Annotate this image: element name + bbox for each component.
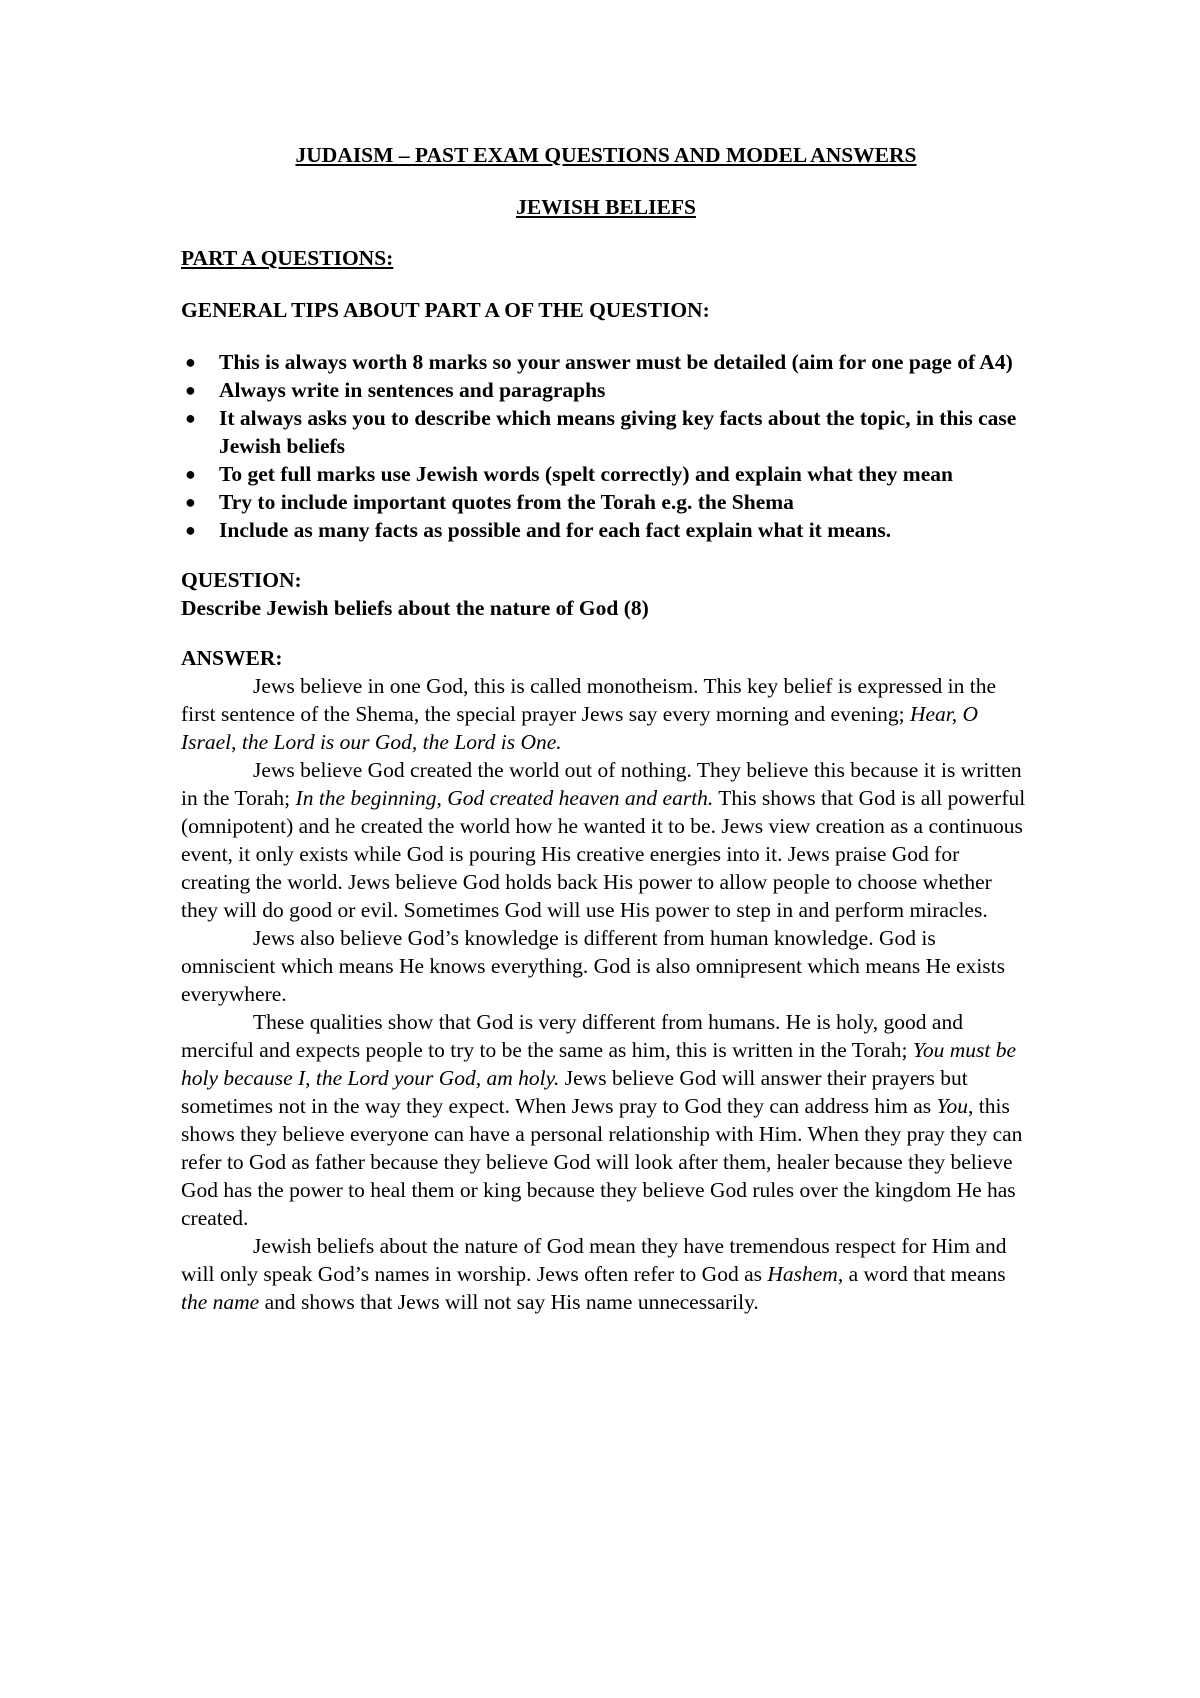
bullet-icon: ●: [185, 352, 196, 372]
answer-paragraph-1: [181, 672, 1031, 756]
bullet-icon: ●: [185, 492, 196, 512]
answer-text: These qualities show that God is very different from humans. He is holy, good and merciful and expects people to try to be the same as him, this is written in the Torah;: [181, 1010, 963, 1062]
answer-text: Jews believe God will answer their prayers but sometimes not in the way they expect. When Jews pray to God they can address him as: [181, 1066, 968, 1118]
tip-text: It always asks you to describe which means giving key facts about the topic, in this case Jewish beliefs: [219, 406, 1017, 458]
bullet-icon: ●: [185, 520, 196, 540]
bullet-icon: ●: [185, 464, 196, 484]
torah-quote: In the beginning, God created heaven and earth.: [295, 786, 714, 810]
tip-text: To get full marks use Jewish words (spelt correctly) and explain what they mean: [219, 462, 953, 486]
answer-text: , a word that means: [837, 1262, 1006, 1286]
torah-quote: You must be holy because I, the Lord your God, am holy.: [181, 1038, 1017, 1090]
document-page: [181, 140, 1031, 1316]
general-tips-heading: GENERAL TIPS ABOUT PART A OF THE QUESTION:: [181, 298, 710, 322]
tip-text: This is always worth 8 marks so your answer must be detailed (aim for one page of A4): [219, 350, 1013, 374]
part-a-heading: PART A QUESTIONS:: [181, 246, 394, 270]
document-title: JUDAISM – PAST EXAM QUESTIONS AND MODEL ANSWERS: [295, 143, 917, 167]
answer-text: and shows that Jews will not say His name unnecessarily.: [259, 1290, 759, 1314]
question-text: Describe Jewish beliefs about the nature of God (8): [181, 596, 649, 620]
answer-text: Jews believe God created the world out of nothing. They believe this because it is written in the Torah;: [181, 758, 1022, 810]
answer-paragraph-2: [181, 756, 1031, 924]
italic-term: Hashem: [767, 1262, 838, 1286]
tip-item: [181, 348, 1031, 376]
tip-item: [181, 376, 1031, 404]
answer-paragraph-5: [181, 1232, 1031, 1316]
tip-item: [181, 460, 1031, 488]
tip-item: [181, 404, 1031, 460]
answer-text: Jews also believe God’s knowledge is different from human knowledge. God is omniscient which means He knows everything. God is also omnipresent which means He exists everywhere.: [181, 926, 1006, 1006]
shema-quote: Hear, O Israel, the Lord is our God, the Lord is One.: [181, 702, 979, 754]
bullet-icon: ●: [185, 380, 196, 400]
italic-term: the name: [181, 1290, 260, 1314]
answer-text: This shows that God is all powerful (omnipotent) and he created the world how he wanted it to be. Jews view creation as a continuous event, it only exists while God is pouring His creative energies into it. Jews praise God for creating the world. Jews believe God holds back His power to allow people to choose whether they will do good or evil. Sometimes God will use His power to step in and perform miracles.: [181, 786, 1026, 922]
tip-item: [181, 488, 1031, 516]
tip-text: Try to include important quotes from the Torah e.g. the Shema: [219, 490, 794, 514]
tip-text: Always write in sentences and paragraphs: [219, 378, 606, 402]
answer-label: ANSWER:: [181, 646, 283, 670]
document-subtitle: JEWISH BELIEFS: [516, 195, 696, 219]
question-label: QUESTION:: [181, 568, 302, 592]
answer-text: Jewish beliefs about the nature of God mean they have tremendous respect for Him and will only speak God’s names in worship. Jews often refer to God as: [181, 1234, 1007, 1286]
tips-list: [181, 348, 1031, 544]
bullet-icon: ●: [185, 408, 196, 428]
tip-text: Include as many facts as possible and for each fact explain what it means.: [219, 518, 892, 542]
answer-paragraph-3: [181, 924, 1031, 1008]
answer-paragraph-4: [181, 1008, 1031, 1232]
italic-term: You: [936, 1094, 968, 1118]
answer-text: Jews believe in one God, this is called monotheism. This key belief is expressed in the first sentence of the Shema, the special prayer Jews say every morning and evening;: [181, 674, 996, 726]
answer-text: , this shows they believe everyone can have a personal relationship with Him. When they pray they can refer to God as father because they believe God will look after them, healer because they believe God has the power to heal them or king because they believe God rules over the kingdom He has created.: [181, 1094, 1023, 1230]
tip-item: [181, 516, 1031, 544]
